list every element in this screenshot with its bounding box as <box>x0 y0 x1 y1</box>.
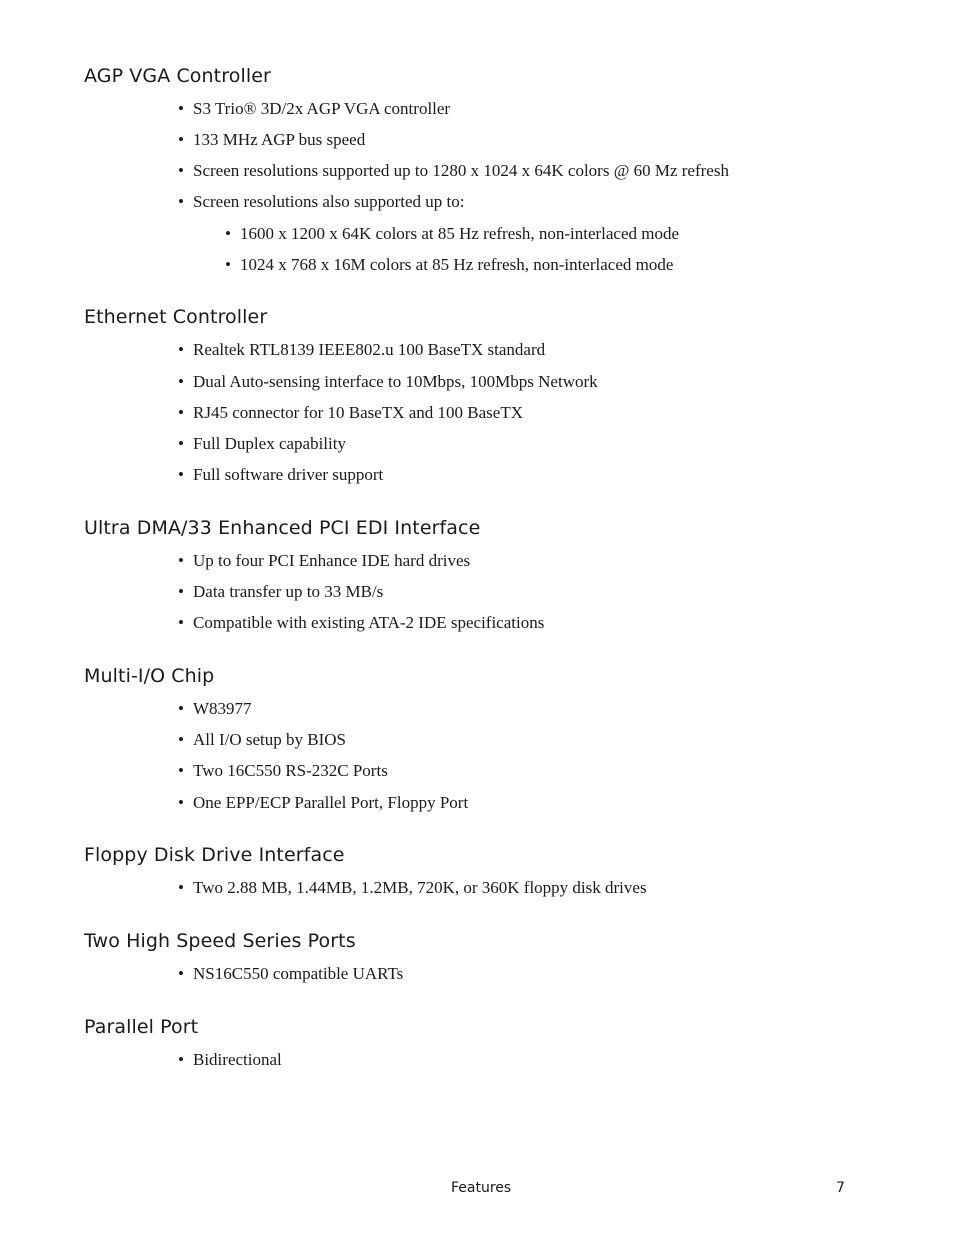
list-item: • W83977 <box>178 699 252 718</box>
footer-section-title: Features <box>451 1180 512 1196</box>
section-heading-floppy: Floppy Disk Drive Interface <box>84 844 345 866</box>
list-item: • Data transfer up to 33 MB/s <box>178 582 384 601</box>
section-heading-agp-vga: AGP VGA Controller <box>84 65 271 87</box>
sub-list-item: • 1024 x 768 x 16M colors at 85 Hz refresh, non-interlaced mode <box>225 255 674 274</box>
list-item: • Screen resolutions also supported up to: <box>178 192 465 211</box>
list-item: • Two 16C550 RS-232C Ports <box>178 761 388 780</box>
page-number: 7 <box>836 1180 845 1196</box>
list-item: • Bidirectional <box>178 1050 282 1069</box>
list-item: • S3 Trio® 3D/2x AGP VGA controller <box>178 99 451 118</box>
section-heading-series-ports: Two High Speed Series Ports <box>84 930 356 952</box>
section-heading-parallel-port: Parallel Port <box>84 1016 199 1038</box>
list-item: • Two 2.88 MB, 1.44MB, 1.2MB, 720K, or 360K floppy disk drives <box>178 878 647 897</box>
list-item: • Screen resolutions supported up to 1280 x 1024 x 64K colors @ 60 Mz refresh <box>178 161 729 180</box>
section-heading-ultra-dma: Ultra DMA/33 Enhanced PCI EDI Interface <box>84 517 481 539</box>
section-heading-multi-io: Multi-I/O Chip <box>84 665 215 687</box>
sub-list-item: • 1600 x 1200 x 64K colors at 85 Hz refresh, non-interlaced mode <box>225 224 680 243</box>
list-item: • Compatible with existing ATA-2 IDE specifications <box>178 613 545 632</box>
list-item: • Realtek RTL8139 IEEE802.u 100 BaseTX standard <box>178 340 546 359</box>
list-item: • Full software driver support <box>178 465 384 484</box>
list-item: • 133 MHz AGP bus speed <box>178 130 366 149</box>
list-item: • One EPP/ECP Parallel Port, Floppy Port <box>178 793 469 812</box>
list-item: • Dual Auto-sensing interface to 10Mbps, 100Mbps Network <box>178 372 598 391</box>
list-item: • NS16C550 compatible UARTs <box>178 964 404 983</box>
list-item: • RJ45 connector for 10 BaseTX and 100 BaseTX <box>178 403 524 422</box>
list-item: • Up to four PCI Enhance IDE hard drives <box>178 551 471 570</box>
list-item: • All I/O setup by BIOS <box>178 730 346 749</box>
list-item: • Full Duplex capability <box>178 434 346 453</box>
section-heading-ethernet: Ethernet Controller <box>84 306 268 328</box>
